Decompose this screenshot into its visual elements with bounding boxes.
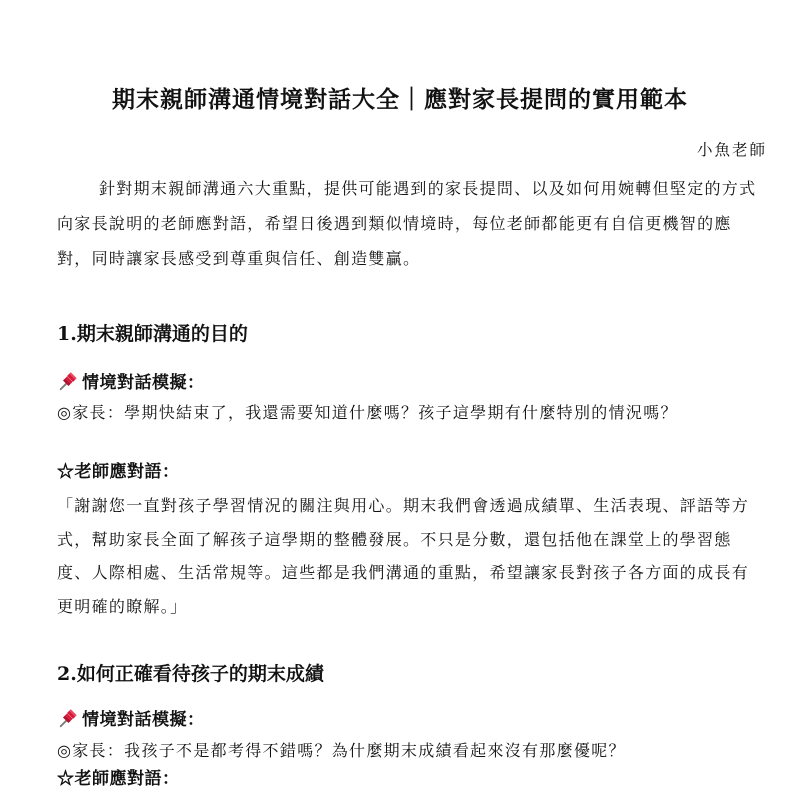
scenario-label-text: 情境對話模擬：: [82, 373, 205, 393]
section-1-heading: 1.期末親師溝通的目的: [57, 323, 248, 345]
section-2-parent-question: ◎家長：我孩子不是都考得不錯嗎？為什麼期末成績看起來沒有那麼優呢？: [57, 741, 626, 760]
pushpin-icon: [57, 707, 79, 729]
section-2-scenario-label: [57, 707, 205, 733]
author-name: 小魚老師: [696, 141, 767, 159]
section-1-scenario-label: [57, 370, 205, 396]
section-1-teacher-answer: 「謝謝您一直對孩子學習情況的關注與用心。期末我們會透過成績單、生活表現、評語等方式，幫助家長全面了解孩子這學期的整體發展。不只是分數，還包括他在課堂上的學習態度、人際相處、生活常規等。這些都是我們溝通的重點，希望讓家長對孩子各方面的成長有更明確的瞭解。」: [57, 496, 750, 616]
section-1-teacher-label: ☆老師應對語：: [57, 462, 180, 482]
document-title: 期末親師溝通情境對話大全｜應對家長提問的實用範本: [112, 86, 688, 113]
section-2-heading: 2.如何正確看待孩子的期末成績: [57, 663, 324, 685]
scenario-label-text: 情境對話模擬：: [82, 710, 205, 730]
intro-paragraph: 針對期末親師溝通六大重點，提供可能遇到的家長提問、以及如何用婉轉但堅定的方式向家長說明的老師應對語，希望日後遇到類似情境時，每位老師都能更有自信更機智的應對，同時讓家長感受到尊重與信任、創造雙贏。: [57, 179, 757, 268]
section-1-parent-question: ◎家長：學期快結束了，我還需要知道什麼嗎？孩子這學期有什麼特別的情況嗎？: [57, 403, 678, 422]
pushpin-icon: [57, 370, 79, 392]
section-2-teacher-label: ☆老師應對語：: [57, 769, 180, 789]
